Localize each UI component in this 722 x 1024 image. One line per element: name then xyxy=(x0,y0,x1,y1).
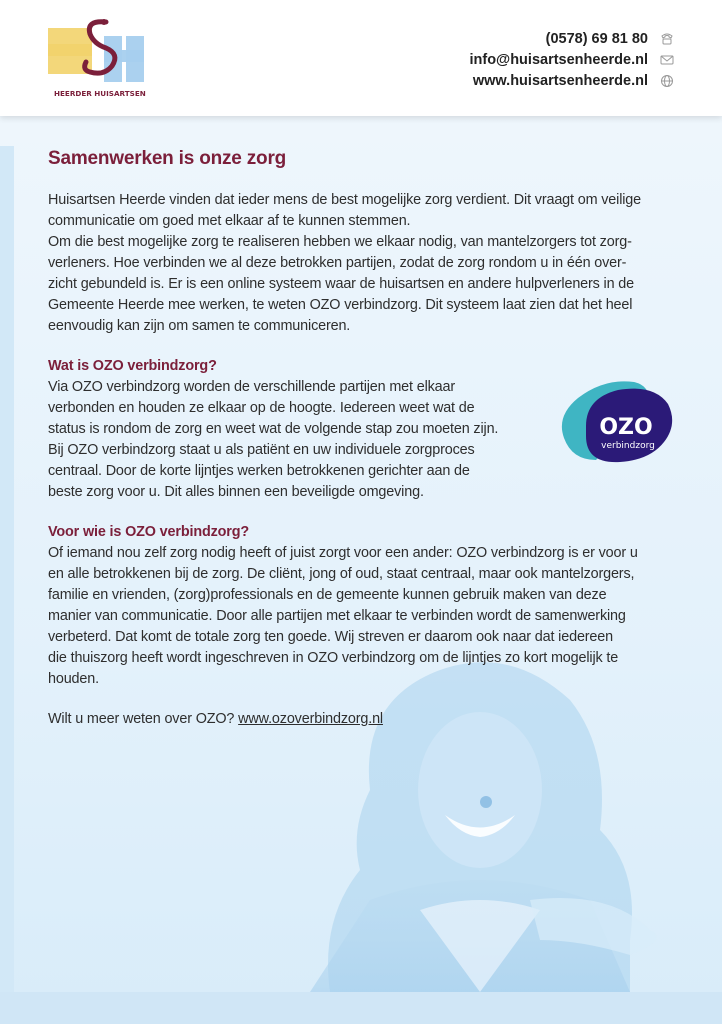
contact-block xyxy=(469,28,674,91)
email-address[interactable]: info@huisartsenheerde.nl xyxy=(469,51,648,68)
section-line: Of iemand nou zelf zorg nodig heeft of juist zorgt voor een ander: OZO verbindzorg is er voor u xyxy=(48,545,638,561)
section-what-is-ozo xyxy=(48,356,508,503)
email-row xyxy=(469,49,674,70)
section-heading: Wat is OZO verbindzorg? xyxy=(48,358,217,374)
section-line: Bij OZO verbindzorg staat u als patiënt en uw individuele zorgproces xyxy=(48,442,475,458)
intro-paragraph xyxy=(48,190,678,337)
section-line: verbeterd. Dat komt de totale zorg ten goede. Wij streven er daarom ook naar dat iedereen xyxy=(48,629,613,645)
section-line: familie en vrienden, (zorg)professionals en de gemeente kunnen gebruik maken van deze xyxy=(48,587,607,603)
mail-icon xyxy=(660,53,674,67)
phone-row xyxy=(469,28,674,49)
section-line: houden. xyxy=(48,671,99,687)
intro-line: zicht gebundeld is. Er is een online systeem waar de huisartsen en andere hulpverleners in de xyxy=(48,276,635,292)
intro-line: Gemeente Heerde mee werken, te weten OZO verbindzorg. Dit systeem laat zien dat het heel xyxy=(48,297,633,313)
ozo-website-link[interactable]: www.ozoverbindzorg.nl xyxy=(238,711,383,727)
ozo-logo-sub: verbindzorg xyxy=(601,441,655,451)
bottom-band xyxy=(0,992,722,1024)
main-content xyxy=(48,148,678,730)
section-line: status is rondom de zorg en weet wat de volgende stap zou moeten zijn. xyxy=(48,421,499,437)
closing-text: Wilt u meer weten over OZO? xyxy=(48,711,239,727)
intro-line: communicatie om goed met elkaar af te kunnen stemmen. xyxy=(48,213,411,229)
section-line: verbonden en houden ze elkaar op de hoogte. Iedereen weet wat de xyxy=(48,400,475,416)
ozo-logo-word: OZO xyxy=(599,415,653,440)
section-line: centraal. Door de korte lijntjes werken betrokkenen gerichter aan de xyxy=(48,463,470,479)
section-line: die thuiszorg heeft wordt ingeschreven in OZO verbindzorg om de lijntjes zo kort mogelijk te xyxy=(48,650,619,666)
intro-line: Om die best mogelijke zorg te realiseren hebben we elkaar nodig, van mantelzorgers tot zorg- xyxy=(48,234,632,250)
section-heading: Voor wie is OZO verbindzorg? xyxy=(48,524,250,540)
globe-icon xyxy=(660,74,674,88)
header xyxy=(0,0,722,116)
section-line: manier van communicatie. Door alle partijen met elkaar te verbinden wordt de samenwerking xyxy=(48,608,626,624)
left-accent-strip xyxy=(0,146,14,1024)
intro-line: Huisartsen Heerde vinden dat ieder mens de best mogelijke zorg verdient. Dit vraagt om veilige xyxy=(48,192,642,208)
logo-text: HEERDER HUISARTSEN xyxy=(54,89,146,98)
heerder-huisartsen-logo xyxy=(46,18,150,100)
website-address[interactable]: www.huisartsenheerde.nl xyxy=(472,72,648,89)
section-line: en alle betrokkenen bij de zorg. De cliënt, jong of oud, staat centraal, maar ook mantelzorgers, xyxy=(48,566,635,582)
intro-line: eenvoudig kan zijn om samen te communiceren. xyxy=(48,318,351,334)
section-line: beste zorg voor u. Dit alles binnen een beveiligde omgeving. xyxy=(48,484,424,500)
phone-icon xyxy=(660,32,674,46)
phone-number: (0578) 69 81 80 xyxy=(545,30,648,47)
website-row xyxy=(469,70,674,91)
section-for-whom xyxy=(48,522,678,690)
intro-line: verleners. Hoe verbinden we al deze betrokken partijen, zodat de zorg rondom u in één over- xyxy=(48,255,627,271)
closing-line xyxy=(48,709,678,730)
section-line: Via OZO verbindzorg worden de verschillende partijen met elkaar xyxy=(48,379,456,395)
ozo-verbindzorg-logo xyxy=(556,376,676,466)
page-title: Samenwerken is onze zorg xyxy=(48,148,287,169)
